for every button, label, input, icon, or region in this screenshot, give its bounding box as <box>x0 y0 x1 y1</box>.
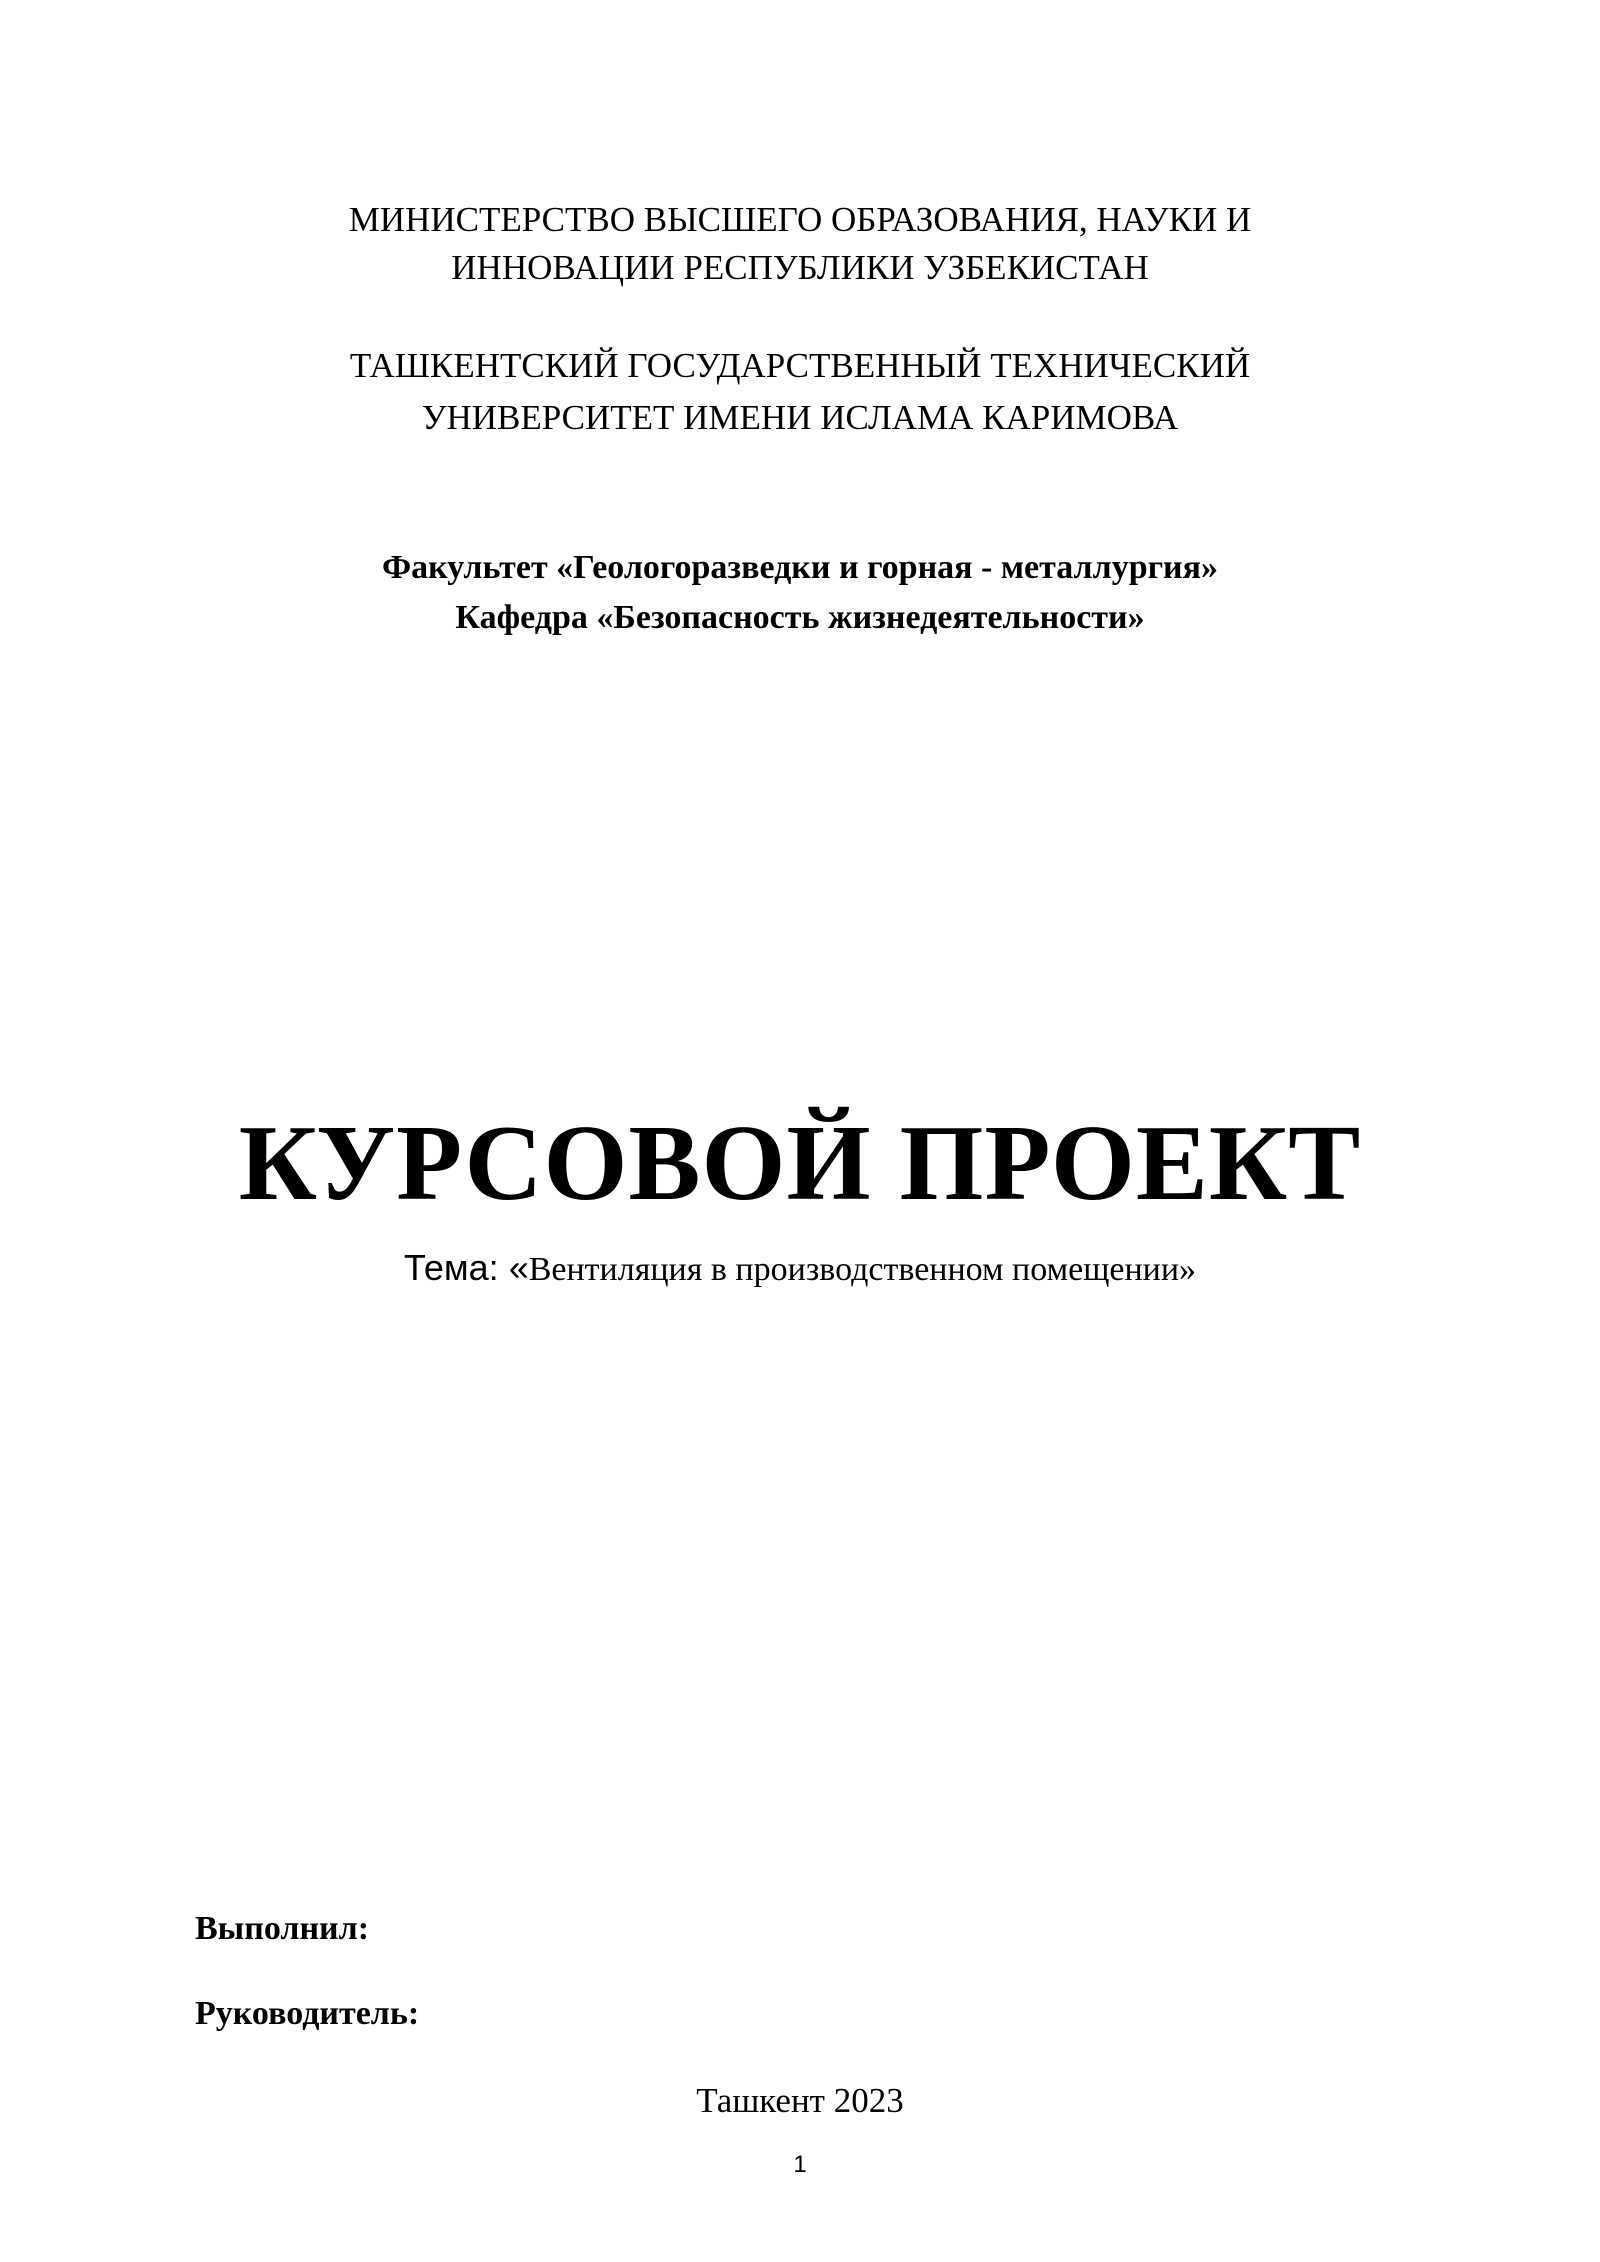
topic-label: Тема: « <box>403 1247 529 1288</box>
ministry-line-2: ИННОВАЦИИ РЕСПУБЛИКИ УЗБЕКИСТАН <box>451 248 1149 287</box>
topic-text: Вентиляция в производственном помещении» <box>528 1251 1197 1288</box>
topic-line <box>0 1244 1600 1294</box>
department-name: Кафедра «Безопасность жизнедеятельности» <box>455 599 1145 636</box>
university-line-1: ТАШКЕНТСКИЙ ГОСУДАРСТВЕННЫЙ ТЕХНИЧЕСКИЙ <box>349 346 1251 385</box>
city-year: Ташкент 2023 <box>696 2081 904 2120</box>
university-line-2: УНИВЕРСИТЕТ ИМЕНИ ИСЛАМА КАРИМОВА <box>421 398 1179 437</box>
document-title: КУРСОВОЙ ПРОЕКТ <box>238 1104 1362 1223</box>
page-number: 1 <box>793 2151 807 2178</box>
performed-by-label: Выполнил: <box>195 1910 370 1947</box>
ministry-line-1: МИНИСТЕРСТВО ВЫСШЕГО ОБРАЗОВАНИЯ, НАУКИ И <box>348 200 1252 239</box>
faculty-name: Факультет «Геологоразведки и горная - металлургия» <box>381 549 1219 586</box>
supervisor-label: Руководитель: <box>195 1995 420 2032</box>
